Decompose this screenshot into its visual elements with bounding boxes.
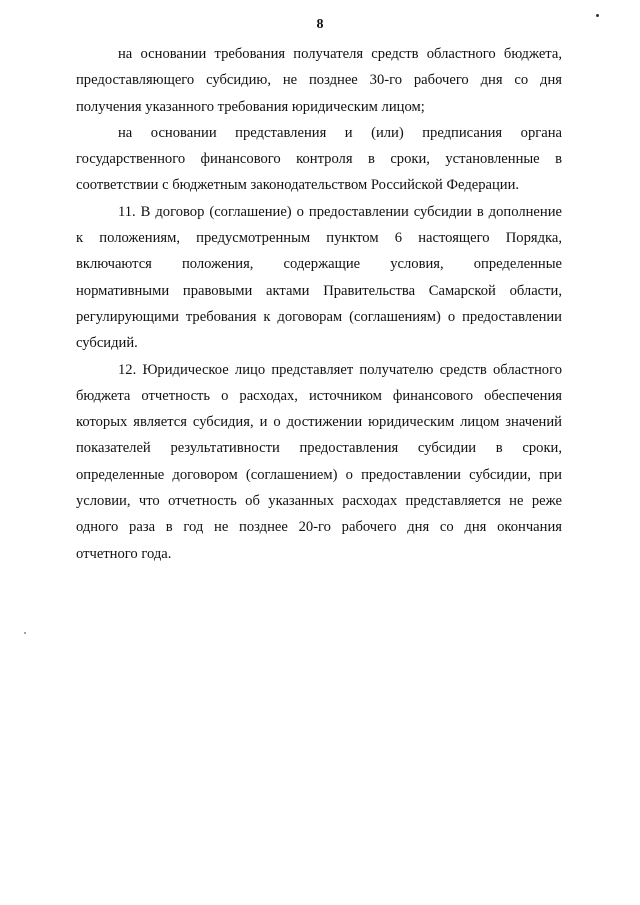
text-line: которых является субсидия, и о достижении юридическим лицом значений — [76, 414, 562, 431]
text-line: показателей результативности предоставления субсидии в сроки, — [76, 440, 562, 457]
text-line: 11. В договор (соглашение) о предоставлении субсидии в дополнение — [118, 203, 562, 220]
document-body — [76, 41, 562, 567]
text-line: государственного финансового контроля в сроки, установленные в — [76, 151, 562, 168]
text-line: на основании требования получателя средств областного бюджета, — [118, 46, 562, 62]
scan-speck — [24, 632, 26, 634]
page-number: 8 — [316, 17, 324, 32]
paragraph — [76, 357, 562, 567]
text-line: к положениям, предусмотренным пунктом 6 настоящего Порядка, — [76, 230, 562, 247]
text-line: получения указанного требования юридическим лицом; — [76, 98, 425, 115]
text-line: регулирующими требования к договорам (соглашениям) о предоставлении — [76, 308, 562, 325]
text-line: определенные договором (соглашением) о предоставлении субсидии, при — [76, 466, 562, 483]
text-line: на основании представления и (или) предписания органа — [118, 124, 562, 141]
text-line: субсидий. — [76, 335, 138, 352]
scan-speck — [596, 14, 599, 17]
text-line: предоставляющего субсидию, не позднее 30-го рабочего дня со дня — [76, 72, 562, 89]
text-line: соответствии с бюджетным законодательством Российской Федерации. — [76, 177, 520, 194]
paragraph — [76, 120, 562, 199]
text-line: нормативными правовыми актами Правительства Самарской области, — [76, 282, 562, 299]
text-line: включаются положения, содержащие условия, определенные — [76, 256, 562, 273]
text-line: одного раза в год не позднее 20-го рабочего дня со дня окончания — [76, 519, 562, 536]
paragraph — [76, 199, 562, 357]
text-line: бюджета отчетность о расходах, источником финансового обеспечения — [76, 387, 562, 404]
text-line: 12. Юридическое лицо представляет получателю средств областного — [118, 361, 562, 378]
paragraph — [76, 41, 562, 120]
text-line: условии, что отчетность об указанных расходах представляется не реже — [76, 493, 562, 510]
text-line: отчетного года. — [76, 545, 172, 562]
